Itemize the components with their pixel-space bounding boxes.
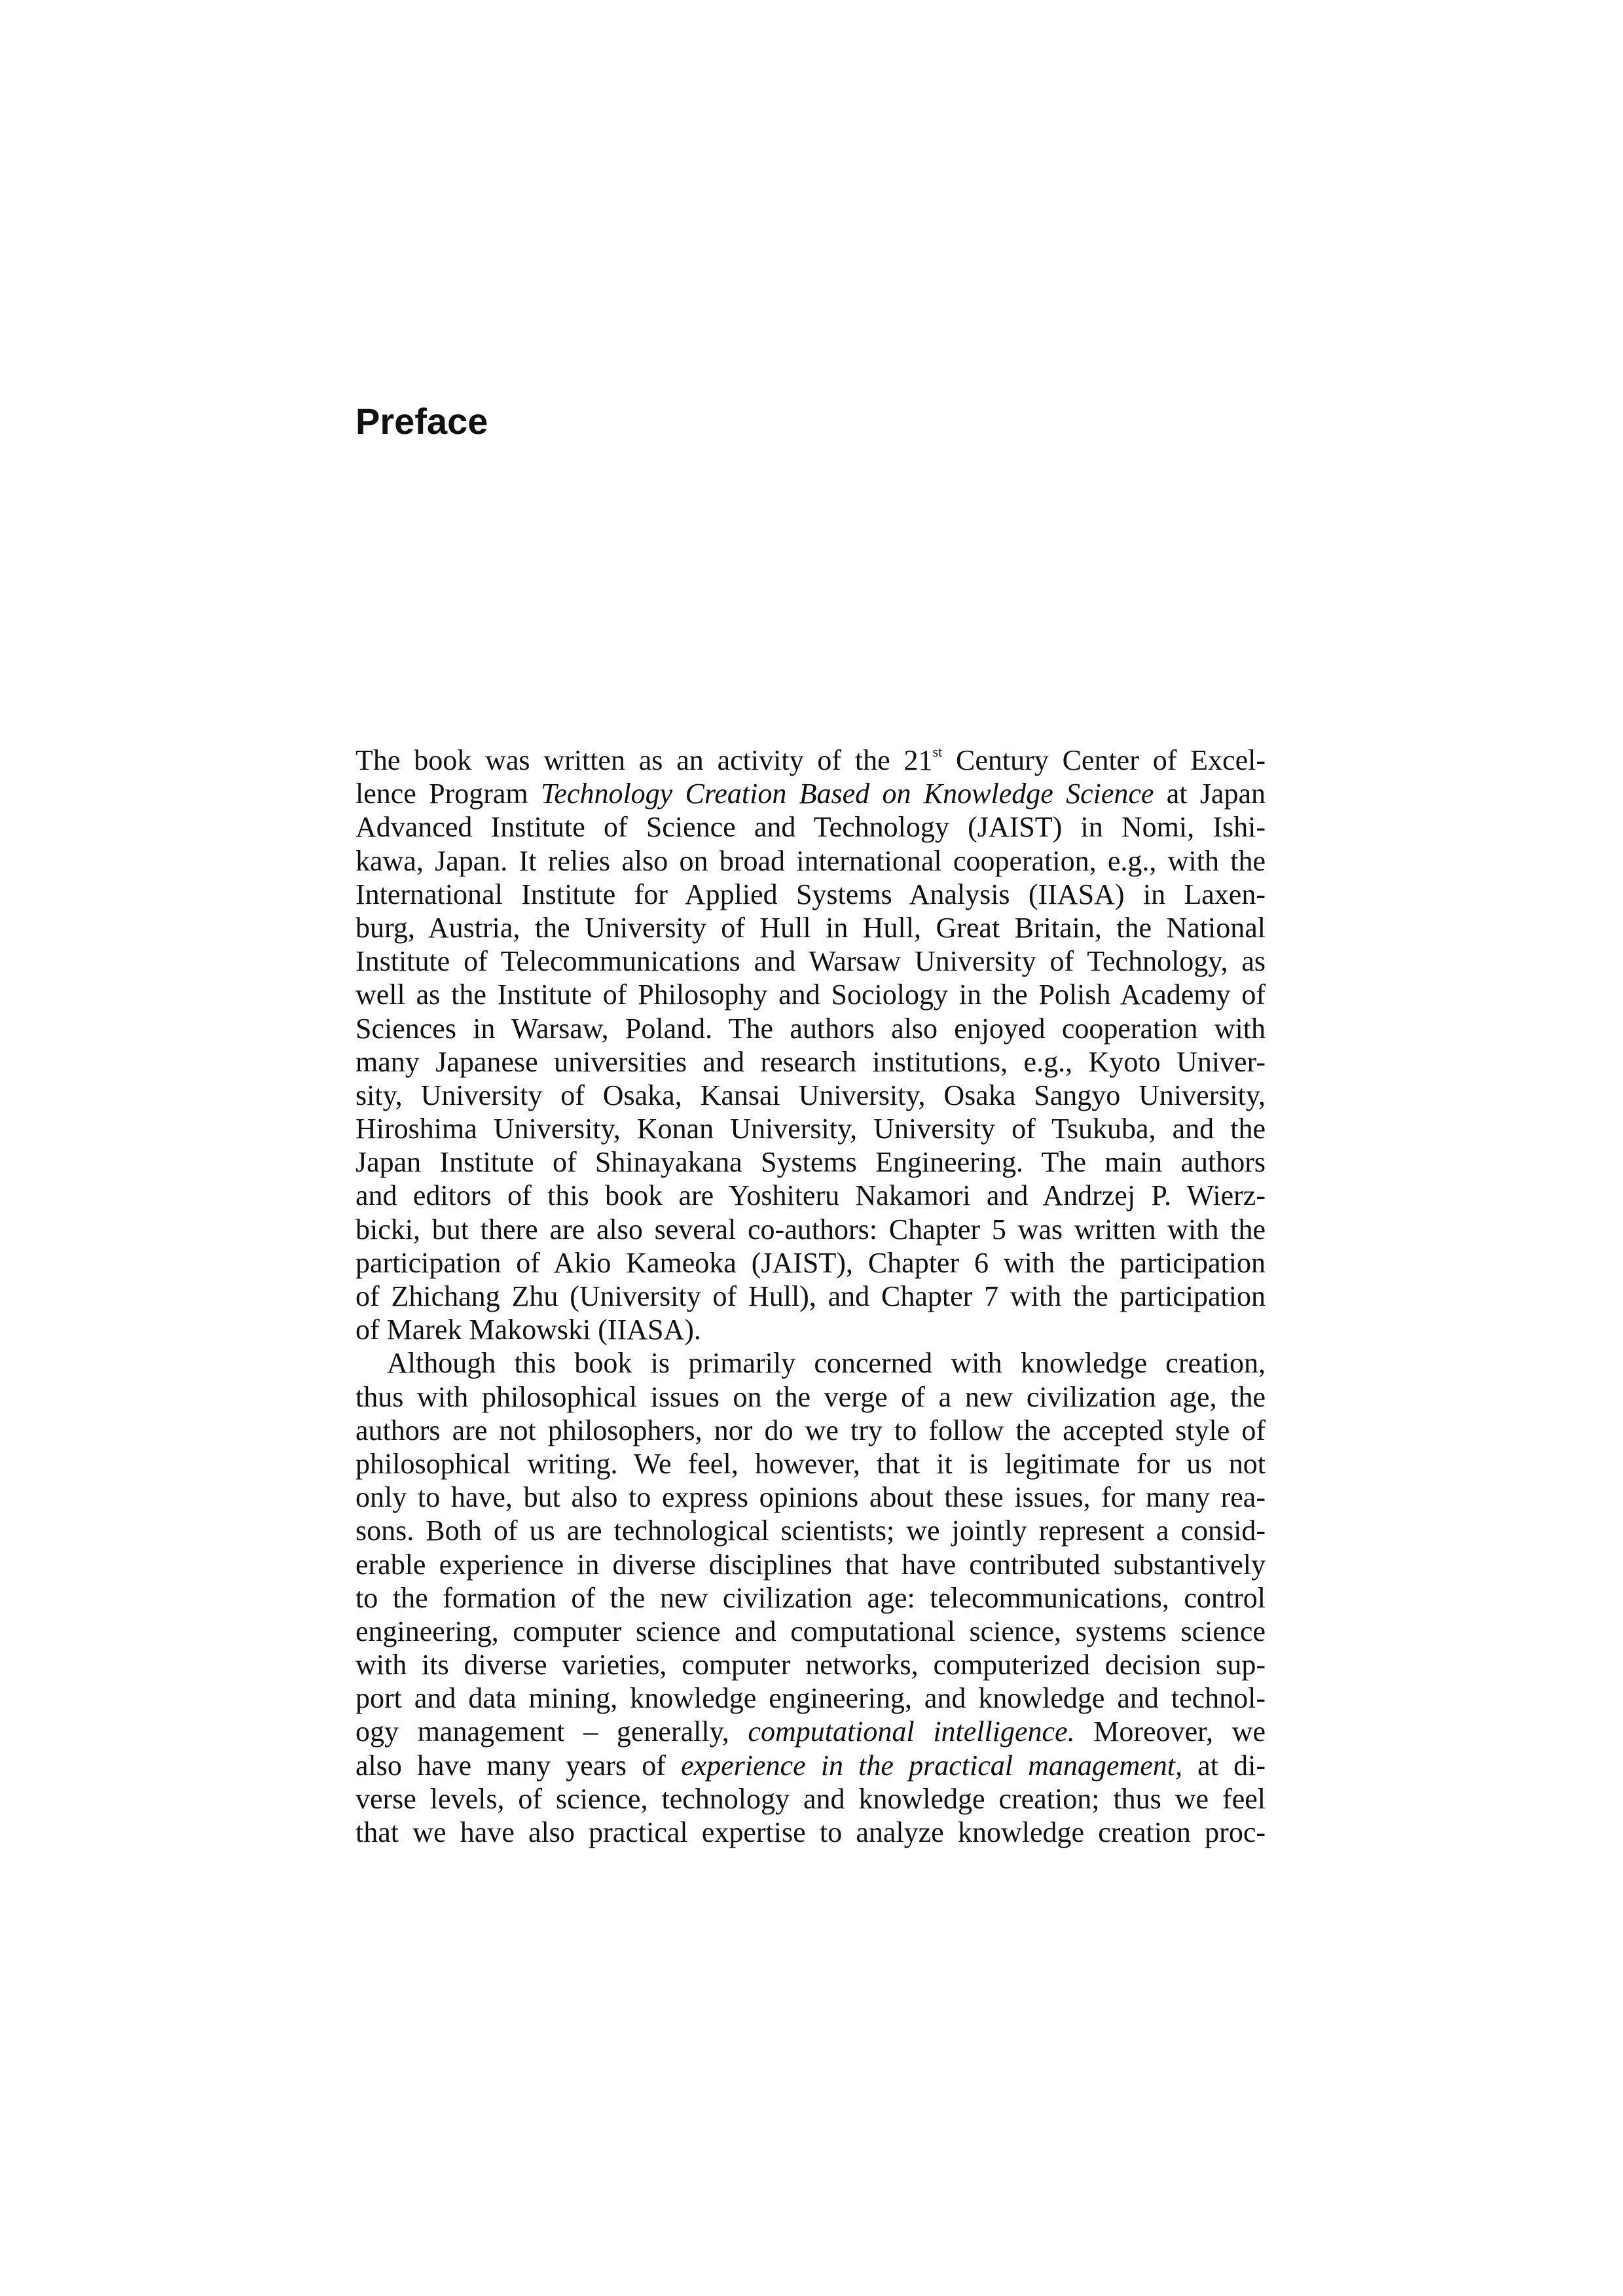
text-line: with its diverse varieties, computer networks, computerized decision sup- xyxy=(356,1649,1266,1681)
text-line: The book was written as an activity of the 21st Century Center of Excel- xyxy=(356,744,1266,776)
text-line: bicki, but there are also several co-authors: Chapter 5 was written with the xyxy=(356,1213,1266,1246)
text-line: authors are not philosophers, nor do we try to follow the accepted style of xyxy=(356,1414,1266,1446)
text-line: Japan Institute of Shinayakana Systems Engineering. The main authors xyxy=(356,1146,1266,1179)
page-title: Preface xyxy=(356,401,488,442)
emphasis: experience in the practical management, xyxy=(681,1749,1182,1782)
text-line: thus with philosophical issues on the verge of a new civilization age, the xyxy=(356,1380,1266,1413)
body-text xyxy=(356,744,1266,1849)
text-line: ogy management – generally, computational intelligence. Moreover, we xyxy=(356,1715,1266,1748)
text-line: of Marek Makowski (IIASA). xyxy=(356,1314,701,1346)
text-line: only to have, but also to express opinions about these issues, for many rea- xyxy=(356,1481,1266,1514)
text-line: and editors of this book are Yoshiteru Nakamori and Andrzej P. Wierz- xyxy=(356,1179,1266,1212)
text-line: Hiroshima University, Konan University, University of Tsukuba, and the xyxy=(356,1113,1266,1145)
ordinal-superscript: st xyxy=(932,744,943,760)
paragraph-1 xyxy=(356,744,1266,1346)
text-line: Although this book is primarily concerned with knowledge creation, xyxy=(387,1347,1266,1380)
text-line: verse levels, of science, technology and knowledge creation; thus we feel xyxy=(356,1782,1266,1815)
emphasis: computational intelligence. xyxy=(748,1715,1075,1748)
text-line: of Zhichang Zhu (University of Hull), and Chapter 7 with the participation xyxy=(356,1280,1266,1312)
paragraph-2 xyxy=(356,1346,1266,1849)
text-line: to the formation of the new civilization age: telecommunications, control xyxy=(356,1581,1266,1614)
text-line: engineering, computer science and computational science, systems science xyxy=(356,1615,1266,1647)
text-line: philosophical writing. We feel, however, that it is legitimate for us not xyxy=(356,1447,1266,1480)
text-line: many Japanese universities and research institutions, e.g., Kyoto Univer- xyxy=(356,1045,1266,1078)
text-line: port and data mining, knowledge engineering, and knowledge and technol- xyxy=(356,1682,1266,1715)
text-line: sons. Both of us are technological scientists; we jointly represent a consid- xyxy=(356,1515,1266,1547)
text-line: burg, Austria, the University of Hull in Hull, Great Britain, the National xyxy=(356,911,1266,944)
text-line: Sciences in Warsaw, Poland. The authors also enjoyed cooperation with xyxy=(356,1012,1266,1045)
text-line: that we have also practical expertise to analyze knowledge creation proc- xyxy=(356,1816,1266,1848)
text-line: sity, University of Osaka, Kansai University, Osaka Sangyo University, xyxy=(356,1079,1266,1111)
text-line: also have many years of experience in the practical management, at di- xyxy=(356,1749,1266,1782)
text-line: well as the Institute of Philosophy and Sociology in the Polish Academy of xyxy=(356,978,1266,1011)
text-line: participation of Akio Kameoka (JAIST), Chapter 6 with the participation xyxy=(356,1246,1266,1279)
text-line: kawa, Japan. It relies also on broad international cooperation, e.g., with the xyxy=(356,844,1266,877)
text-line: Advanced Institute of Science and Technology (JAIST) in Nomi, Ishi- xyxy=(356,811,1266,844)
text-line: Institute of Telecommunications and Warsaw University of Technology, as xyxy=(356,945,1266,978)
text-line: erable experience in diverse disciplines that have contributed substantively xyxy=(356,1548,1266,1581)
text-line: International Institute for Applied Systems Analysis (IIASA) in Laxen- xyxy=(356,878,1266,910)
program-title: Technology Creation Based on Knowledge Science xyxy=(540,778,1154,810)
text-line: lence Program Technology Creation Based on Knowledge Science at Japan xyxy=(356,778,1266,810)
